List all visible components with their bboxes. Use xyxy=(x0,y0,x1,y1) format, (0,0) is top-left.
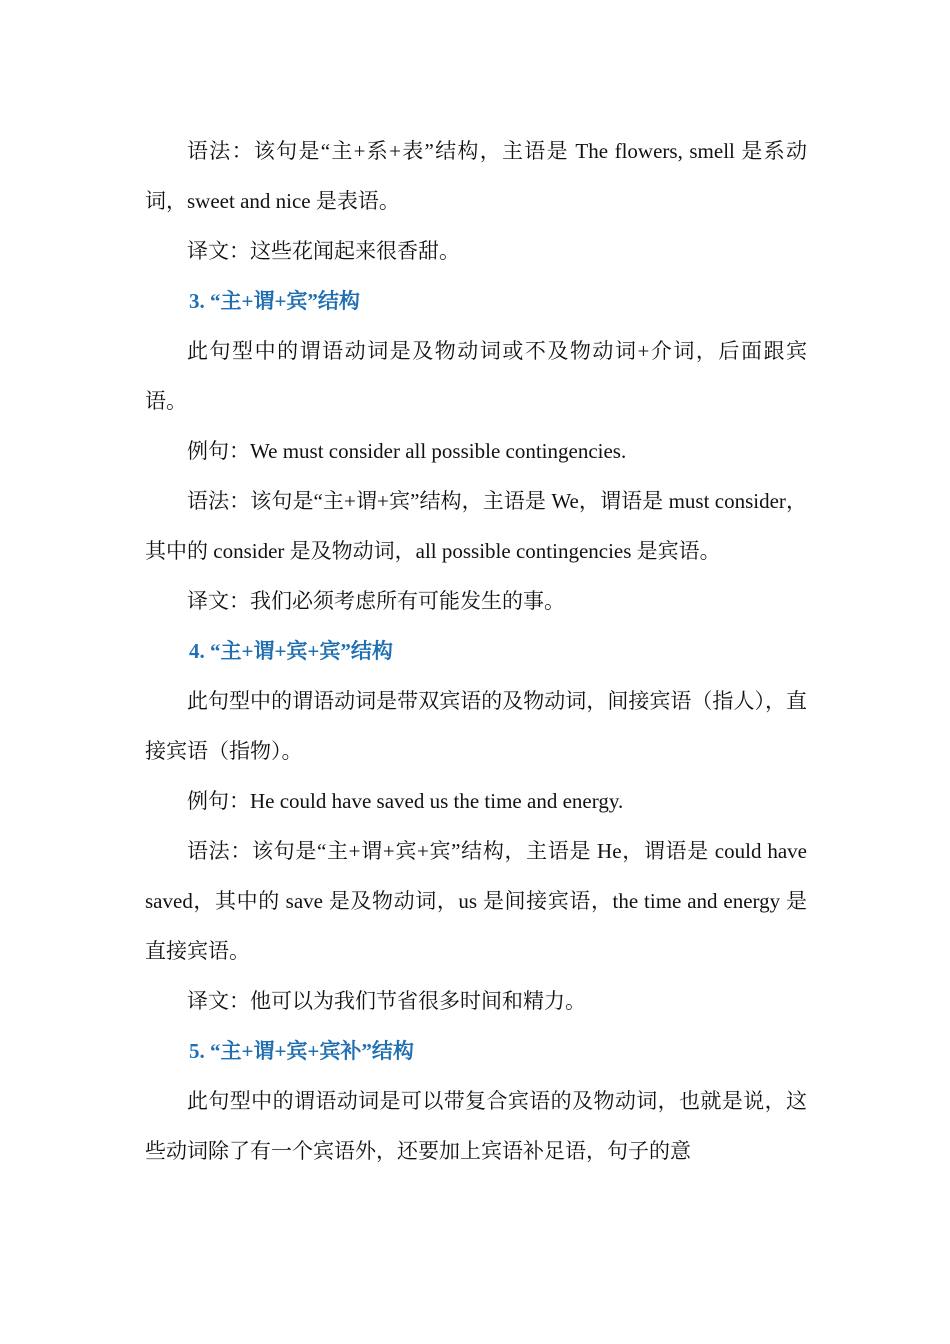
paragraph-example-4: 例句：He could have saved us the time and energy. xyxy=(187,789,624,813)
paragraph-translation-1: 译文：这些花闻起来很香甜。 xyxy=(187,239,460,263)
paragraph-grammar-3: 语法：该句是“主+谓+宾”结构，主语是 We，谓语是 must consider，其中的 consider 是及物动词，all possible contingencies 是宾语。 xyxy=(145,489,807,563)
paragraph-description-4: 此句型中的谓语动词是带双宾语的及物动词，间接宾语（指人），直接宾语（指物）。 xyxy=(145,689,807,763)
paragraph-description-5: 此句型中的谓语动词是可以带复合宾语的及物动词，也就是说，这些动词除了有一个宾语外，还要加上宾语补足语，句子的意 xyxy=(145,1089,807,1163)
section-heading-5: 5. “主+谓+宾+宾补”结构 xyxy=(189,1039,414,1063)
paragraph-example-3: 例句：We must consider all possible contingencies. xyxy=(187,439,627,463)
document-body xyxy=(145,126,807,1176)
paragraph-translation-4: 译文：他可以为我们节省很多时间和精力。 xyxy=(187,989,586,1013)
paragraph-grammar-4: 语法：该句是“主+谓+宾+宾”结构，主语是 He，谓语是 could have saved，其中的 save 是及物动词，us 是间接宾语，the time and energy 是直接宾语。 xyxy=(145,839,807,963)
paragraph-translation-3: 译文：我们必须考虑所有可能发生的事。 xyxy=(187,589,565,613)
paragraph-description-3: 此句型中的谓语动词是及物动词或不及物动词+介词，后面跟宾语。 xyxy=(145,339,807,413)
section-heading-3: 3. “主+谓+宾”结构 xyxy=(189,289,360,313)
section-heading-4: 4. “主+谓+宾+宾”结构 xyxy=(189,639,393,663)
paragraph-grammar-1: 语法：该句是“主+系+表”结构，主语是 The flowers, smell 是系动词，sweet and nice 是表语。 xyxy=(145,139,807,213)
